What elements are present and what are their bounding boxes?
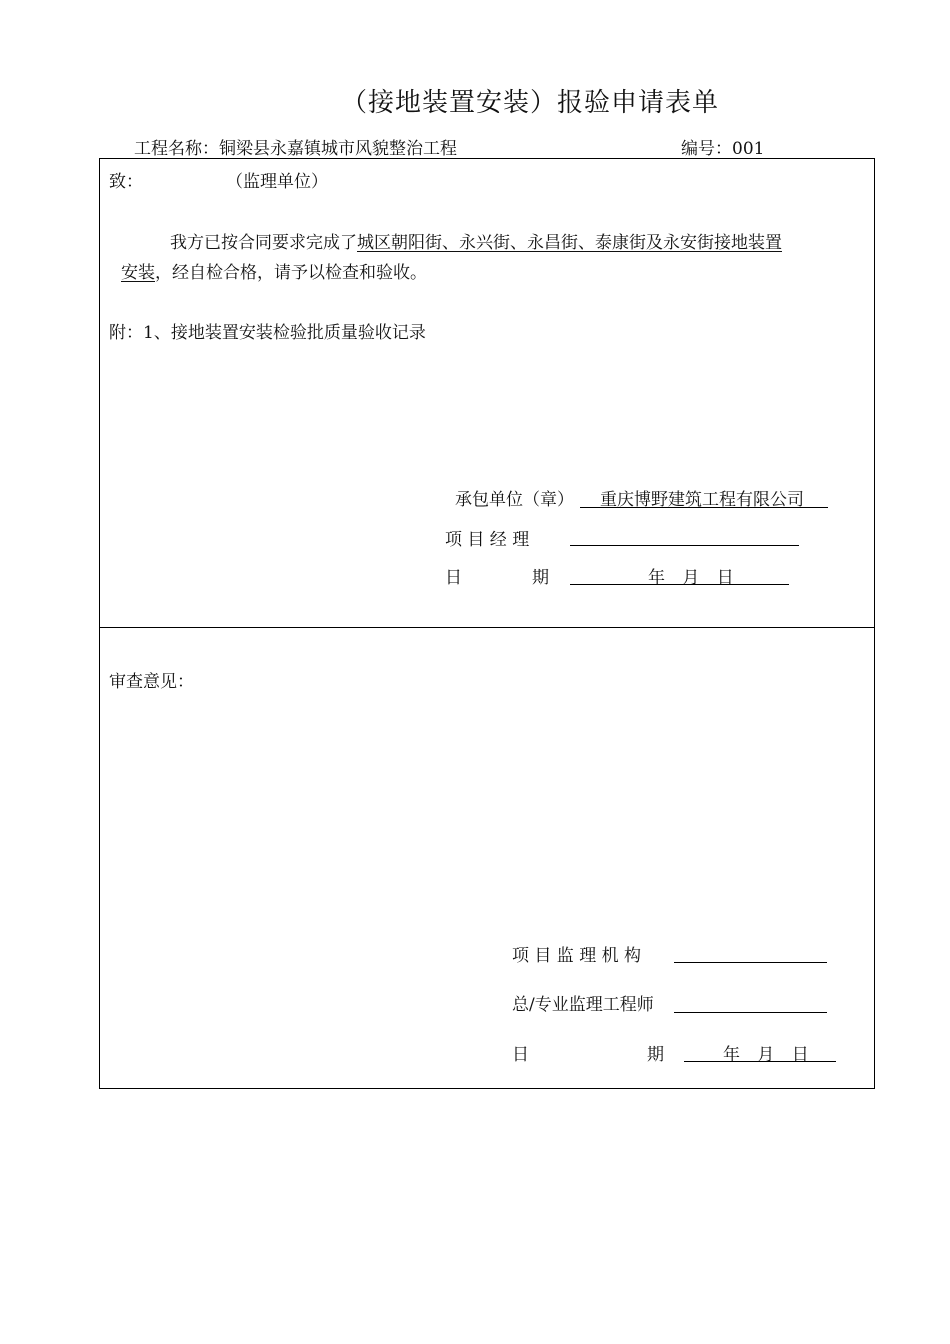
form-number-value: 001	[732, 139, 765, 159]
project-manager-signature-line[interactable]	[570, 545, 799, 546]
project-name-row	[134, 134, 457, 159]
project-manager-label: 项 目 经 理	[445, 530, 530, 550]
body-suffix: ，经自检合格，请予以检查和验收。	[155, 263, 427, 283]
section-divider	[99, 627, 875, 628]
supervision-org-label: 项 目 监 理 机 构	[512, 946, 642, 966]
work-description-1: 城区朝阳街、永兴街、永昌街、泰康街及永安街接地装置	[357, 233, 782, 253]
attachment-text: 附：1、接地装置安装检验批质量验收记录	[109, 323, 426, 343]
work-description-2: 安装	[121, 263, 155, 283]
form-title: （接地装置安装）报验申请表单	[340, 88, 719, 118]
form-number-row	[681, 134, 764, 159]
contractor-unit-label: 承包单位（章）	[455, 490, 574, 510]
addressee-value: （监理单位）	[226, 172, 328, 192]
body-line-2	[121, 258, 427, 283]
contractor-date-value: 年 月 日	[648, 568, 734, 588]
addressee-label: 致：	[109, 172, 143, 192]
body-line-1	[170, 228, 782, 253]
review-date-label-left: 日	[512, 1045, 529, 1065]
review-date-value: 年 月 日	[723, 1045, 809, 1065]
contractor-unit-value: 重庆博野建筑工程有限公司	[600, 490, 804, 510]
supervision-org-line[interactable]	[674, 962, 827, 963]
contractor-date-line[interactable]	[570, 584, 789, 585]
form-border	[99, 158, 875, 1089]
form-number-label: 编号：	[681, 139, 732, 159]
contractor-date-label-right: 期	[532, 568, 549, 588]
project-name-value: 铜梁县永嘉镇城市风貌整治工程	[219, 139, 457, 159]
project-name-label: 工程名称：	[134, 139, 219, 159]
contractor-date-label-left: 日	[445, 568, 462, 588]
supervising-engineer-label: 总/专业监理工程师	[512, 995, 654, 1015]
review-date-label-right: 期	[647, 1045, 664, 1065]
contractor-unit-underline	[580, 507, 828, 508]
review-opinion-label: 审查意见：	[109, 672, 194, 692]
supervising-engineer-line[interactable]	[674, 1012, 827, 1013]
review-date-line[interactable]	[684, 1061, 836, 1062]
body-intro: 我方已按合同要求完成了	[170, 233, 357, 253]
